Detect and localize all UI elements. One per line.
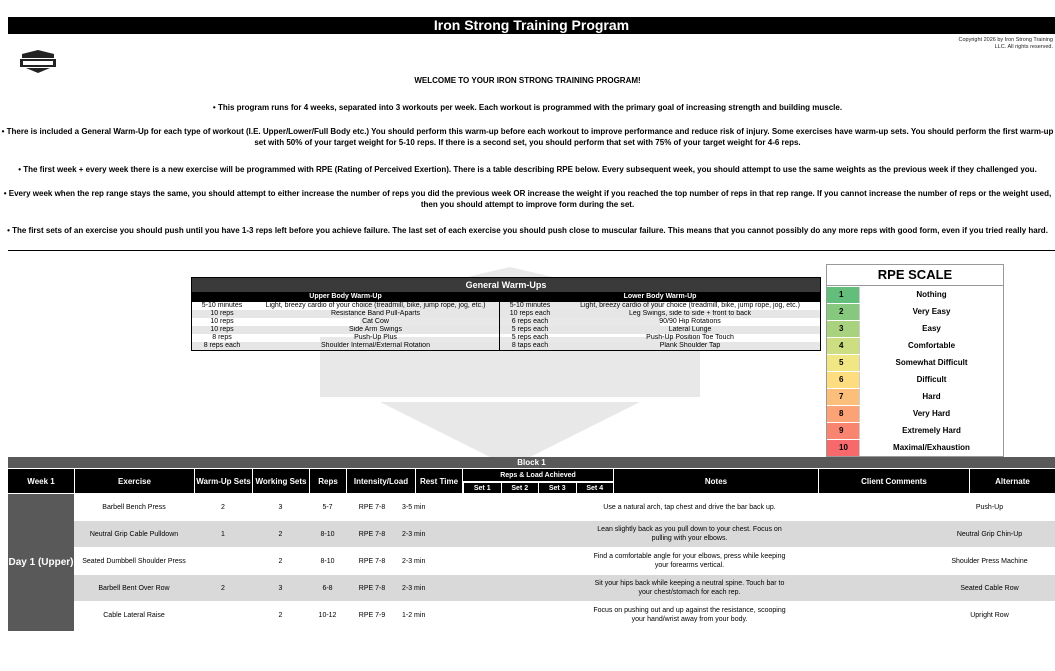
rpe-level-label: Extremely Hard: [859, 423, 1003, 439]
rpe-level-label: Hard: [859, 389, 1003, 405]
header-alternate: Alternate: [970, 469, 1055, 493]
rpe-row: [827, 337, 1003, 354]
exercise-notes: Sit your hips back while keeping a neutral spine. Touch bar to your chest/stomach for each rep.: [594, 580, 785, 596]
rpe-level-number: 10: [839, 443, 848, 452]
warmup-row: 5 reps each Push-Up Position Toe Touch: [511, 334, 734, 341]
warmup-row: 10 reps each Leg Swings, side to side + front to back: [500, 310, 820, 318]
header-reps-load: Reps & Load Achieved: [463, 469, 613, 482]
working-sets: 2: [278, 530, 283, 538]
intensity: RPE 7-9: [358, 611, 386, 619]
alternate-exercise: Shoulder Press Machine: [951, 557, 1028, 565]
rpe-level-number: 7: [839, 392, 844, 401]
rpe-level-label: Easy: [859, 321, 1003, 337]
intro-section: [0, 72, 1055, 236]
rpe-row: [827, 371, 1003, 388]
exercise-row: [74, 548, 1055, 574]
rpe-row: [827, 388, 1003, 405]
rpe-level-number: 4: [839, 341, 844, 350]
header-intensity: Intensity/Load: [347, 469, 415, 493]
intensity: RPE 7-8: [358, 557, 386, 565]
rpe-level-label: Difficult: [859, 372, 1003, 388]
rpe-level-number: 5: [839, 358, 844, 367]
working-sets: 2: [278, 611, 283, 619]
exercise-row: [74, 494, 1055, 520]
warmup-row: 8 reps Push-Up Plus: [212, 334, 397, 341]
header-rest: Rest Time: [416, 469, 462, 493]
rpe-scale-table: [826, 264, 1004, 457]
program-title: Iron Strong Training Program: [8, 17, 1055, 34]
header-notes: Notes: [614, 469, 818, 493]
rpe-level-label: Nothing: [859, 287, 1003, 303]
rpe-level-number: 1: [839, 290, 844, 299]
header-warmup-sets: Warm-Up Sets: [195, 469, 252, 493]
lower-warmup-heading: Lower Body Warm-Up: [500, 292, 820, 302]
exercise-notes: Use a natural arch, tap chest and drive the bar back up.: [603, 503, 776, 511]
rpe-level-label: Comfortable: [859, 338, 1003, 354]
working-sets: 3: [278, 584, 283, 592]
rest-time: 2-3 min: [402, 530, 426, 538]
exercise-name: Cable Lateral Raise: [103, 611, 165, 619]
warmup-sets: 1: [221, 530, 225, 538]
header-set-3: Set 3: [538, 483, 576, 493]
header-reps: Reps: [310, 469, 346, 493]
warmup-row: 8 taps each Plank Shoulder Tap: [500, 342, 820, 350]
rpe-row: [827, 354, 1003, 371]
rpe-level-label: Very Easy: [859, 304, 1003, 320]
alternate-exercise: Seated Cable Row: [960, 584, 1019, 592]
intro-bullet: • The first week + every week there is a new exercise will be programmed with RPE (Rating of Perceived Exertion). There is a table describing RPE below. Every subsequent week, you should attempt to use the same weights as the previous week if they challenged you.: [18, 165, 1037, 174]
warmup-row: 5 reps each Lateral Lunge: [500, 326, 820, 334]
rpe-level-number: 2: [839, 307, 844, 316]
rpe-level-label: Very Hard: [859, 406, 1003, 422]
rpe-level-number: 3: [839, 324, 844, 333]
rpe-row: [827, 405, 1003, 422]
rpe-level-label: Maximal/Exhaustion: [859, 440, 1003, 456]
working-sets: 2: [278, 557, 283, 565]
intro-bullet: • The first sets of an exercise you should push until you have 1-3 reps left before you achieve failure. The last set of each exercise you should push close to muscular failure. This means that you cannot possibly do any more reps with good form, even if you tried really hard.: [7, 226, 1048, 235]
lower-warmup-column: [499, 292, 820, 350]
exercise-name: Seated Dumbbell Shoulder Press: [82, 557, 186, 565]
welcome-heading: WELCOME TO YOUR IRON STRONG TRAINING PROGRAM!: [414, 76, 641, 85]
header-client-comments: Client Comments: [819, 469, 969, 493]
rest-time: 1-2 min: [402, 611, 426, 619]
header-week: Week 1: [8, 469, 74, 493]
warmup-row: 10 reps Side Arm Swings: [192, 326, 499, 334]
warmup-sets: 2: [221, 584, 225, 592]
warmup-row: 6 reps each 90/90 Hip Rotations: [511, 318, 721, 325]
rpe-level-number: 8: [839, 409, 844, 418]
rpe-row: [827, 320, 1003, 337]
section-divider: [8, 250, 1055, 251]
reps: 5-7: [322, 503, 333, 511]
intro-bullet: • This program runs for 4 weeks, separated into 3 workouts per week. Each workout is programmed with the primary goal of increasing strength and building muscle.: [212, 103, 843, 112]
block-title: Block 1: [8, 457, 1055, 468]
header-set-2: Set 2: [501, 483, 539, 493]
rpe-level-number: 6: [839, 375, 844, 384]
rpe-row: [827, 439, 1003, 456]
exercise-row: [74, 602, 1055, 628]
header-exercise: Exercise: [75, 469, 194, 493]
intensity: RPE 7-8: [358, 503, 386, 511]
exercise-notes: Lean slightly back as you pull down to your chest. Focus on pulling with your elbows.: [597, 526, 782, 542]
exercise-notes: Focus on pushing out and up against the resistance, scooping your hand/wrist away from your body.: [593, 607, 786, 623]
intro-bullet: • Every week when the rep range stays the same, you should attempt to either increase the number of reps you did the previous week OR increase the weight if you reached the top number of reps in that rep range. If you cannot increase the number of reps or the weight used, then you should attempt to improve form during the set.: [3, 189, 1052, 209]
header-set-4: Set 4: [576, 483, 614, 493]
alternate-exercise: Neutral Grip Chin-Up: [956, 530, 1023, 538]
rpe-level-label: Somewhat Difficult: [859, 355, 1003, 371]
general-warmups-table: [191, 277, 821, 351]
iron-strong-logo: [18, 48, 58, 74]
reps: 8-10: [320, 530, 335, 538]
reps: 10-12: [318, 611, 337, 619]
rpe-level-number: 9: [839, 426, 844, 435]
upper-warmup-column: [192, 292, 499, 350]
rest-time: 2-3 min: [402, 584, 426, 592]
exercise-notes: Find a comfortable angle for your elbows, press while keeping your forearms vertical.: [593, 553, 786, 569]
day-label: Day 1 (Upper): [8, 494, 74, 631]
warmup-sets: 2: [221, 503, 225, 511]
intensity: RPE 7-8: [358, 530, 386, 538]
warmup-row: 8 reps each Shoulder Internal/External Rotation: [192, 342, 499, 350]
upper-warmup-heading: Upper Body Warm-Up: [192, 292, 499, 302]
exercise-row: [74, 575, 1055, 601]
warmup-row: 10 reps Resistance Band Pull-Aparts: [192, 310, 499, 318]
rpe-row: [827, 303, 1003, 320]
exercise-name: Barbell Bench Press: [102, 503, 166, 511]
rpe-row: [827, 422, 1003, 439]
alternate-exercise: Push-Up: [975, 503, 1004, 511]
rest-time: 3-5 min: [402, 503, 426, 511]
warmups-title: General Warm-Ups: [192, 278, 820, 292]
header-working-sets: Working Sets: [253, 469, 309, 493]
reps: 8-10: [320, 557, 335, 565]
rpe-scale-title: RPE SCALE: [827, 265, 1003, 286]
warmup-row: 5-10 minutes Light, breezy cardio of your choice (treadmill, bike, jump rope, jog, etc.): [509, 302, 800, 309]
exercise-name: Neutral Grip Cable Pulldown: [89, 530, 179, 538]
header-set-1: Set 1: [463, 483, 501, 493]
rpe-row: [827, 286, 1003, 303]
intensity: RPE 7-8: [358, 584, 386, 592]
intro-bullet: • There is included a General Warm-Up for each type of workout (I.E. Upper/Lower/Full Body etc.) You should perform this warm-up before each workout to improve performance and reduce risk of injury. Some exercises have warm-up sets. You should perform the first warm-up set with 50% of your target weight for 5-10 reps. If there is a second set, you should perform that set with 75% of your target weight for 4-6 reps.: [1, 127, 1054, 147]
copyright-notice: Copyright 2026 by Iron Strong Training LLC. All rights reserved.: [958, 37, 1053, 50]
reps: 6-8: [322, 584, 333, 592]
exercise-row: [74, 521, 1055, 547]
alternate-exercise: Upright Row: [970, 611, 1009, 619]
rest-time: 2-3 min: [402, 557, 426, 565]
exercise-name: Barbell Bent Over Row: [98, 584, 170, 592]
working-sets: 3: [278, 503, 283, 511]
warmup-row: 5-10 minutes Light, breezy cardio of your choice (treadmill, bike, jump rope, jog, etc.): [201, 302, 486, 309]
warmup-row: 10 reps Cat Cow: [210, 318, 389, 325]
